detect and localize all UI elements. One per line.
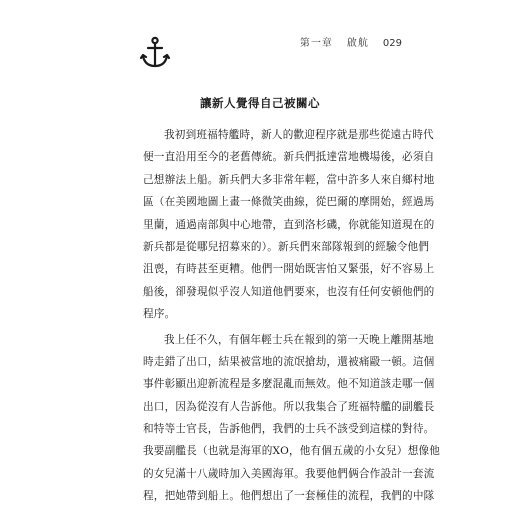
text-line: 程，把她帶到船上。他們想出了一套極佳的流程，我們的中隊 — [143, 490, 435, 503]
text-line: 船後，卻發現似乎沒人知道他們要來，也沒有任何安頓他們的 — [143, 285, 435, 298]
text-line: 程序。 — [143, 308, 176, 321]
text-line: 里蘭，通過南部與中心地帶，直到洛杉磯，你就能知道現在的 — [143, 218, 435, 231]
text-line: 區（在美國地圖上畫一條微笑曲線，從巴爾的摩開始，經過馬 — [143, 196, 435, 209]
chapter-title: 啟航 — [346, 38, 369, 49]
page-number: 029 — [382, 38, 402, 49]
text-line: 沮喪，有時甚至更糟。他們一開始既害怕又緊張，好不容易上 — [143, 263, 435, 276]
text-line: 的女兒滿十八歲時加入美國海軍。我要他們俩合作設計一套流 — [143, 467, 435, 480]
text-line: 便一直沿用至今的老舊傳統。新兵們抵達當地機場後，必須自 — [143, 151, 435, 164]
text-line: 出口，因為從沒有人告訴他。所以我集合了班福特艦的副艦長 — [143, 400, 435, 413]
text-line: 新兵都是從哪兒招募來的）。新兵們來部隊報到的經驗令他們 — [143, 240, 430, 253]
paragraph-1 — [143, 124, 435, 326]
text-line: 己想辦法上船。新兵們大多非常年輕，當中許多人來自鄉村地 — [143, 173, 435, 186]
text-line: 我上任不久，有個年輕士兵在報到的第一天晚上離開基地 — [164, 333, 434, 346]
anchor-icon — [140, 36, 170, 70]
section-title: 讓新人覺得自己被關心 — [200, 96, 320, 110]
text-line: 事件彰顯出迎新流程是多麼混亂而無效。他不知道該走哪一個 — [143, 378, 435, 391]
text-line: 我初到班福特艦時，新人的歡迎程序就是那些從遠古時代 — [164, 129, 434, 141]
running-head — [286, 34, 402, 49]
body-text — [143, 124, 441, 511]
paragraph-2 — [143, 329, 441, 508]
text-line: 我要副艦長（也就是海軍的XO，他有個五歲的小女兒）想像他 — [143, 445, 441, 458]
text-line: 時走錯了出口，結果被當地的流氓搶劫，還被痛毆一頓。這個 — [143, 355, 435, 368]
chapter-label: 第一章 — [299, 38, 333, 49]
text-line: 和特等士官長，告訴他們，我們的士兵不該受到這樣的對待。 — [143, 423, 435, 436]
